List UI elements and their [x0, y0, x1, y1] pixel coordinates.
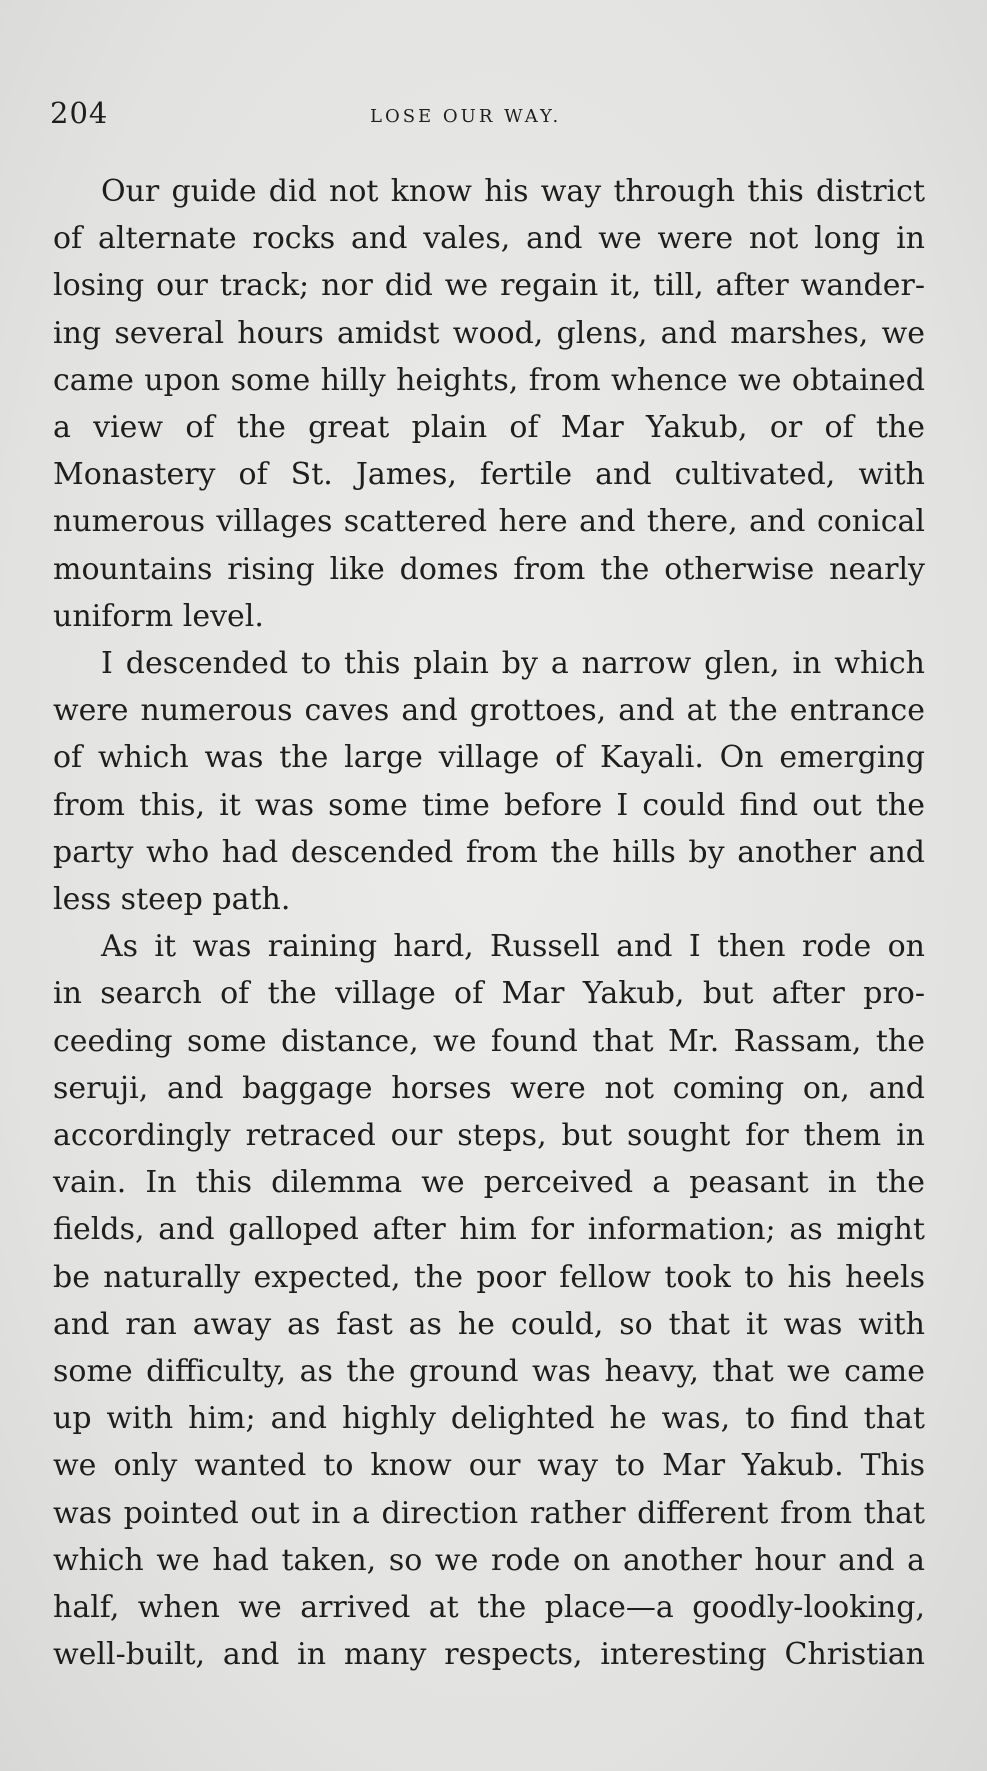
- text-line: well-built, and in many respects, interesting Christian: [53, 1637, 925, 1673]
- text-line: uniform level.: [53, 598, 264, 634]
- text-line: came upon some hilly heights, from whence we obtained: [53, 362, 925, 398]
- page-header: [50, 96, 925, 136]
- text-line: party who had descended from the hills by another and: [53, 834, 925, 870]
- text-line: was pointed out in a direction rather different from that: [53, 1495, 925, 1531]
- text-line: ceeding some distance, we found that Mr. Rassam, the: [53, 1023, 925, 1059]
- text-line: were numerous caves and grottoes, and at the entrance: [53, 693, 925, 729]
- text-line: As it was raining hard, Russell and I then rode on: [101, 929, 925, 965]
- text-line: a view of the great plain of Mar Yakub, or of the: [53, 410, 925, 446]
- text-line: Monastery of St. James, fertile and cultivated, with: [53, 457, 925, 493]
- text-line: we only wanted to know our way to Mar Yakub. This: [53, 1448, 925, 1484]
- text-line: of alternate rocks and vales, and we were not long in: [53, 221, 925, 257]
- text-line: half, when we arrived at the place—a goodly-looking,: [53, 1590, 925, 1626]
- text-line: numerous villages scattered here and there, and conical: [53, 504, 925, 540]
- text-line: fields, and galloped after him for information; as might: [53, 1212, 925, 1248]
- text-line: up with him; and highly delighted he was, to find that: [53, 1401, 925, 1437]
- text-line: of which was the large village of Kayali. On emerging: [53, 740, 925, 776]
- text-line: and ran away as fast as he could, so that it was with: [53, 1306, 925, 1342]
- text-line: in search of the village of Mar Yakub, but after pro-: [53, 976, 925, 1012]
- body-text: [53, 168, 925, 1679]
- page-number: 204: [50, 96, 109, 130]
- text-line: ing several hours amidst wood, glens, and marshes, we: [53, 315, 925, 351]
- paragraph-2: [53, 640, 925, 923]
- paragraph-1: [53, 168, 925, 640]
- text-line: vain. In this dilemma we perceived a peasant in the: [53, 1165, 925, 1201]
- text-line: Our guide did not know his way through this district: [101, 174, 925, 209]
- text-line: accordingly retraced our steps, but sought for them in: [53, 1118, 925, 1154]
- text-line: seruji, and baggage horses were not coming on, and: [53, 1070, 925, 1106]
- text-line: I descended to this plain by a narrow glen, in which: [101, 646, 925, 682]
- paragraph-3: [53, 923, 925, 1678]
- text-line: which we had taken, so we rode on another hour and a: [53, 1542, 925, 1578]
- text-line: from this, it was some time before I could find out the: [53, 787, 925, 823]
- text-line: some difficulty, as the ground was heavy, that we came: [53, 1354, 925, 1390]
- text-line: less steep path.: [53, 882, 291, 918]
- running-head: LOSE OUR WAY.: [370, 106, 562, 127]
- text-line: be naturally expected, the poor fellow took to his heels: [53, 1259, 925, 1295]
- text-line: mountains rising like domes from the otherwise nearly: [53, 551, 925, 587]
- text-line: losing our track; nor did we regain it, till, after wander-: [53, 268, 925, 304]
